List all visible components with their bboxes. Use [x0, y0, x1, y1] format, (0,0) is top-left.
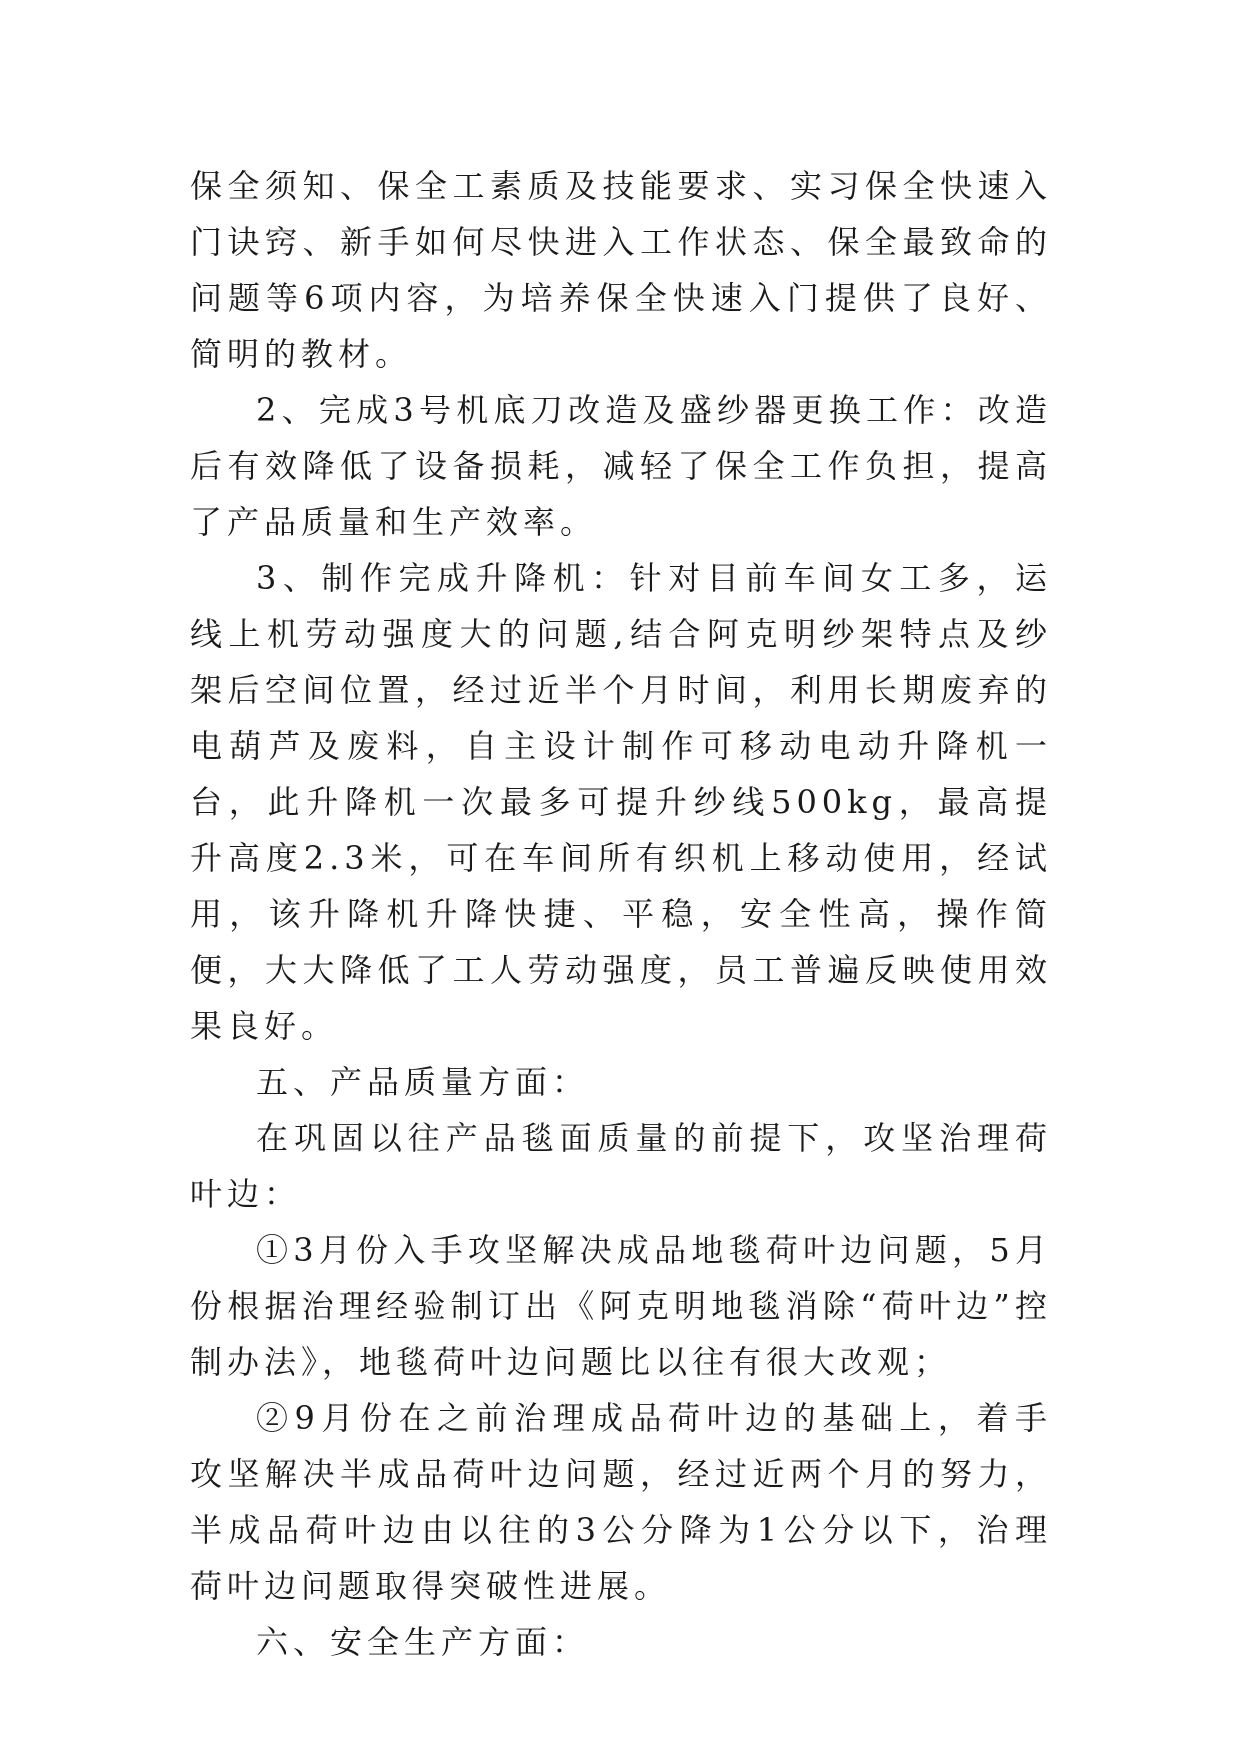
paragraph-training-materials: 保全须知、保全工素质及技能要求、实习保全快速入门诀窍、新手如何尽快进入工作状态、保全最致命的问题等6项内容，为培养保全快速入门提供了良好、简明的教材。 — [190, 167, 1052, 373]
section-heading-product-quality: 五、产品质量方面： — [256, 1063, 590, 1101]
paragraph-item-2-knife-upgrade: 2、完成3号机底刀改造及盛纱器更换工作：改造后有效降低了设备损耗，减轻了保全工作负担，提高了产品质量和生产效率。 — [190, 391, 1052, 541]
section-heading-safety: 六、安全生产方面： — [256, 1623, 590, 1661]
paragraph-quality-point-2: ②9月份在之前治理成品荷叶边的基础上，着手攻坚解决半成品荷叶边问题，经过近两个月的努力，半成品荷叶边由以往的3公分降为1公分以下，治理荷叶边问题取得突破性进展。 — [190, 1399, 1052, 1605]
paragraph-item-3-lift-machine: 3、制作完成升降机：针对目前车间女工多，运线上机劳动强度大的问题,结合阿克明纱架特点及纱架后空间位置，经过近半个月时间，利用长期废弃的电葫芦及废料，自主设计制作可移动电动升降机一台，此升降机一次最多可提升纱线500kg，最高提升高度2.3米，可在车间所有织机上移动使用，经试用，该升降机升降快捷、平稳，安全性高，操作简便，大大降低了工人劳动强度，员工普遍反映使用效果良好。 — [190, 559, 1052, 1045]
paragraph-quality-point-1: ①3月份入手攻坚解决成品地毯荷叶边问题，5月份根据治理经验制订出《阿克明地毯消除“荷叶边”控制办法》，地毯荷叶边问题比以往有很大改观； — [190, 1231, 1052, 1381]
document-body — [190, 158, 1052, 1670]
paragraph-quality-intro: 在巩固以往产品毯面质量的前提下，攻坚治理荷叶边： — [190, 1119, 1052, 1213]
